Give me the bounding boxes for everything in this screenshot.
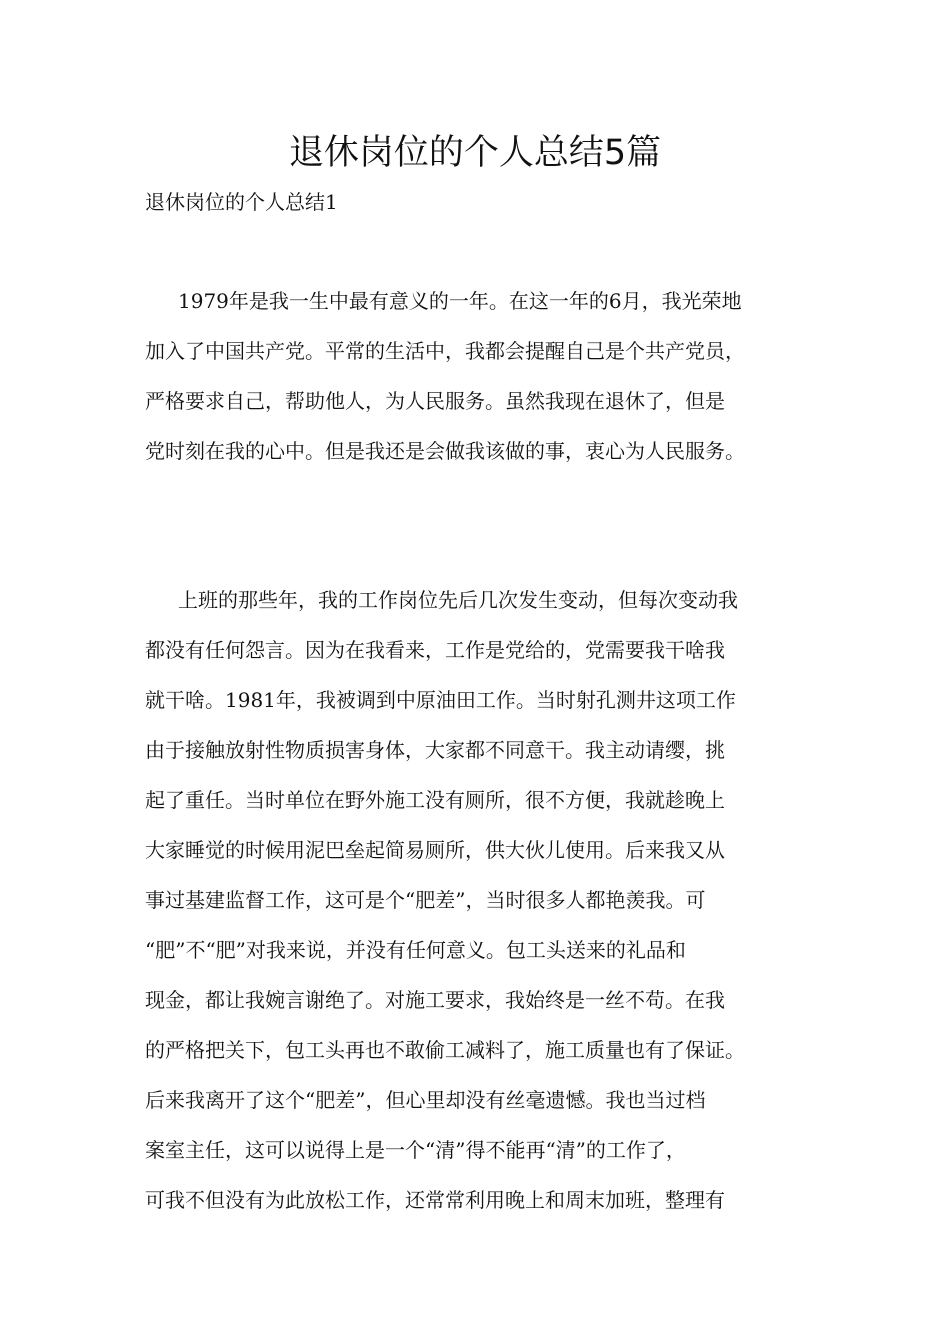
paragraph-line: 严格要求自己，帮助他人，为人民服务。虽然我现在退休了，但是 xyxy=(145,389,725,413)
document-title: 退休岗位的个人总结5篇 xyxy=(288,133,662,173)
paragraph-line: 可我不但没有为此放松工作，还常常利用晚上和周末加班，整理有 xyxy=(145,1188,725,1212)
paragraph-line: 上班的那些年，我的工作岗位先后几次发生变动，但每次变动我 xyxy=(178,588,738,612)
paragraph-line: 1979年是我一生中最有意义的一年。在这一年的6月，我光荣地 xyxy=(178,289,742,313)
paragraph-line: “肥”不“肥”对我来说，并没有任何意义。包工头送来的礼品和 xyxy=(145,938,686,962)
paragraph-line: 大家睡觉的时候用泥巴垒起简易厕所，供大伙儿使用。后来我又从 xyxy=(145,838,725,862)
paragraph-line: 加入了中国共产党。平常的生活中，我都会提醒自己是个共产党员， xyxy=(145,339,745,363)
paragraph-2 xyxy=(145,584,817,1234)
paragraph-line: 的严格把关下，包工头再也不敢偷工减料了，施工质量也有了保证。 xyxy=(145,1038,745,1062)
paragraph-line: 后来我离开了这个“肥差”，但心里却没有丝毫遗憾。我也当过档 xyxy=(145,1088,706,1112)
paragraph-line: 党时刻在我的心中。但是我还是会做我该做的事，衷心为人民服务。 xyxy=(145,439,745,463)
section-heading: 退休岗位的个人总结1 xyxy=(145,190,338,214)
paragraph-line: 都没有任何怨言。因为在我看来，工作是党给的，党需要我干啥我 xyxy=(145,638,725,662)
paragraph-line: 由于接触放射性物质损害身体，大家都不同意干。我主动请缨，挑 xyxy=(145,738,725,762)
paragraph-line: 起了重任。当时单位在野外施工没有厕所，很不方便，我就趁晚上 xyxy=(145,788,725,812)
paragraph-line: 现金，都让我婉言谢绝了。对施工要求，我始终是一丝不苟。在我 xyxy=(145,988,725,1012)
paragraph-1 xyxy=(145,285,817,485)
paragraph-line: 就干啥。1981年，我被调到中原油田工作。当时射孔测井这项工作 xyxy=(145,688,736,712)
paragraph-line: 案室主任，这可以说得上是一个“清”得不能再“清”的工作了， xyxy=(145,1138,686,1162)
paragraph-line: 事过基建监督工作，这可是个“肥差”，当时很多人都艳羡我。可 xyxy=(145,888,706,912)
